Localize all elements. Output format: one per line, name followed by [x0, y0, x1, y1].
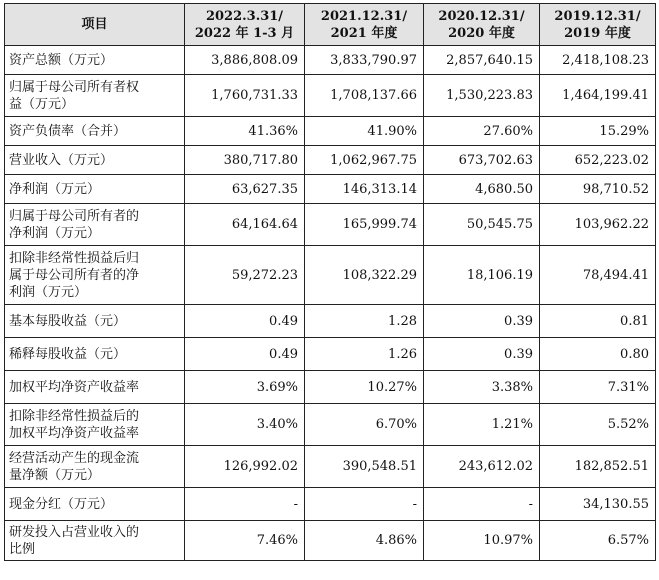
row-value: 3.38% [424, 371, 540, 404]
row-value: 1,708,137.66 [305, 75, 424, 117]
table-row [5, 75, 656, 117]
row-value: - [305, 488, 424, 521]
header-item: 项目 [5, 4, 185, 46]
row-value: 390,548.51 [305, 446, 424, 488]
row-label: 资产总额（万元） [5, 46, 185, 75]
row-value: 4,680.50 [424, 175, 540, 204]
row-value: 2,857,640.15 [424, 46, 540, 75]
row-value: 10.97% [424, 521, 540, 561]
table-header [5, 4, 656, 46]
row-label: 资产负债率（合并） [5, 117, 185, 146]
header-2021: 2021.12.31/ 2021 年度 [305, 4, 424, 46]
table-body [5, 46, 656, 561]
row-value: 3,833,790.97 [305, 46, 424, 75]
row-value: 27.60% [424, 117, 540, 146]
row-value: 98,710.52 [540, 175, 656, 204]
row-value: 380,717.80 [185, 146, 305, 175]
row-value: 2,418,108.23 [540, 46, 656, 75]
row-label: 净利润（万元） [5, 175, 185, 204]
table-row [5, 146, 656, 175]
table-row [5, 404, 656, 446]
table-row [5, 305, 656, 338]
row-label: 扣除非经常性损益后的 加权平均净资产收益率 [5, 404, 185, 446]
row-value: 6.57% [540, 521, 656, 561]
row-value: 50,545.75 [424, 204, 540, 246]
row-label: 归属于母公司所有者权 益（万元） [5, 75, 185, 117]
row-label: 稀释每股收益（元） [5, 338, 185, 371]
row-value: 59,272.23 [185, 246, 305, 305]
row-value: 243,612.02 [424, 446, 540, 488]
row-value: 10.27% [305, 371, 424, 404]
row-label: 扣除非经常性损益后归 属于母公司所有者的净 利润（万元） [5, 246, 185, 305]
row-value: 7.31% [540, 371, 656, 404]
row-value: 103,962.22 [540, 204, 656, 246]
row-value: 1.28 [305, 305, 424, 338]
row-value: 1,760,731.33 [185, 75, 305, 117]
row-value: - [424, 488, 540, 521]
row-value: 7.46% [185, 521, 305, 561]
row-value: 1.21% [424, 404, 540, 446]
row-value: 6.70% [305, 404, 424, 446]
table-row [5, 204, 656, 246]
table-row [5, 446, 656, 488]
row-value: 34,130.55 [540, 488, 656, 521]
row-value: 0.80 [540, 338, 656, 371]
row-value: 108,322.29 [305, 246, 424, 305]
table-row [5, 521, 656, 561]
row-value: 41.90% [305, 117, 424, 146]
row-value: 165,999.74 [305, 204, 424, 246]
row-value: - [185, 488, 305, 521]
row-label: 基本每股收益（元） [5, 305, 185, 338]
row-value: 3.69% [185, 371, 305, 404]
row-value: 63,627.35 [185, 175, 305, 204]
row-value: 0.39 [424, 305, 540, 338]
table-row [5, 117, 656, 146]
row-value: 3,886,808.09 [185, 46, 305, 75]
header-row [5, 4, 656, 46]
header-2019: 2019.12.31/ 2019 年度 [540, 4, 656, 46]
row-value: 0.49 [185, 305, 305, 338]
row-value: 1,464,199.41 [540, 75, 656, 117]
table-row [5, 175, 656, 204]
row-value: 15.29% [540, 117, 656, 146]
header-2022q1: 2022.3.31/ 2022 年 1-3 月 [185, 4, 305, 46]
table-row [5, 246, 656, 305]
row-label: 研发投入占营业收入的 比例 [5, 521, 185, 561]
row-value: 673,702.63 [424, 146, 540, 175]
row-value: 146,313.14 [305, 175, 424, 204]
row-value: 182,852.51 [540, 446, 656, 488]
row-value: 78,494.41 [540, 246, 656, 305]
row-value: 0.81 [540, 305, 656, 338]
table-row [5, 338, 656, 371]
row-value: 41.36% [185, 117, 305, 146]
row-value: 652,223.02 [540, 146, 656, 175]
row-label: 经营活动产生的现金流 量净额（万元） [5, 446, 185, 488]
row-label: 加权平均净资产收益率 [5, 371, 185, 404]
row-value: 3.40% [185, 404, 305, 446]
row-value: 18,106.19 [424, 246, 540, 305]
table-row [5, 371, 656, 404]
row-label: 营业收入（万元） [5, 146, 185, 175]
row-value: 64,164.64 [185, 204, 305, 246]
row-value: 1,530,223.83 [424, 75, 540, 117]
row-value: 1.26 [305, 338, 424, 371]
row-value: 1,062,967.75 [305, 146, 424, 175]
row-label: 归属于母公司所有者的 净利润（万元） [5, 204, 185, 246]
table-row [5, 488, 656, 521]
row-value: 126,992.02 [185, 446, 305, 488]
row-value: 0.39 [424, 338, 540, 371]
row-value: 0.49 [185, 338, 305, 371]
header-2020: 2020.12.31/ 2020 年度 [424, 4, 540, 46]
row-value: 4.86% [305, 521, 424, 561]
row-label: 现金分红（万元） [5, 488, 185, 521]
row-value: 5.52% [540, 404, 656, 446]
financial-indicators-table [4, 3, 656, 561]
table-row [5, 46, 656, 75]
